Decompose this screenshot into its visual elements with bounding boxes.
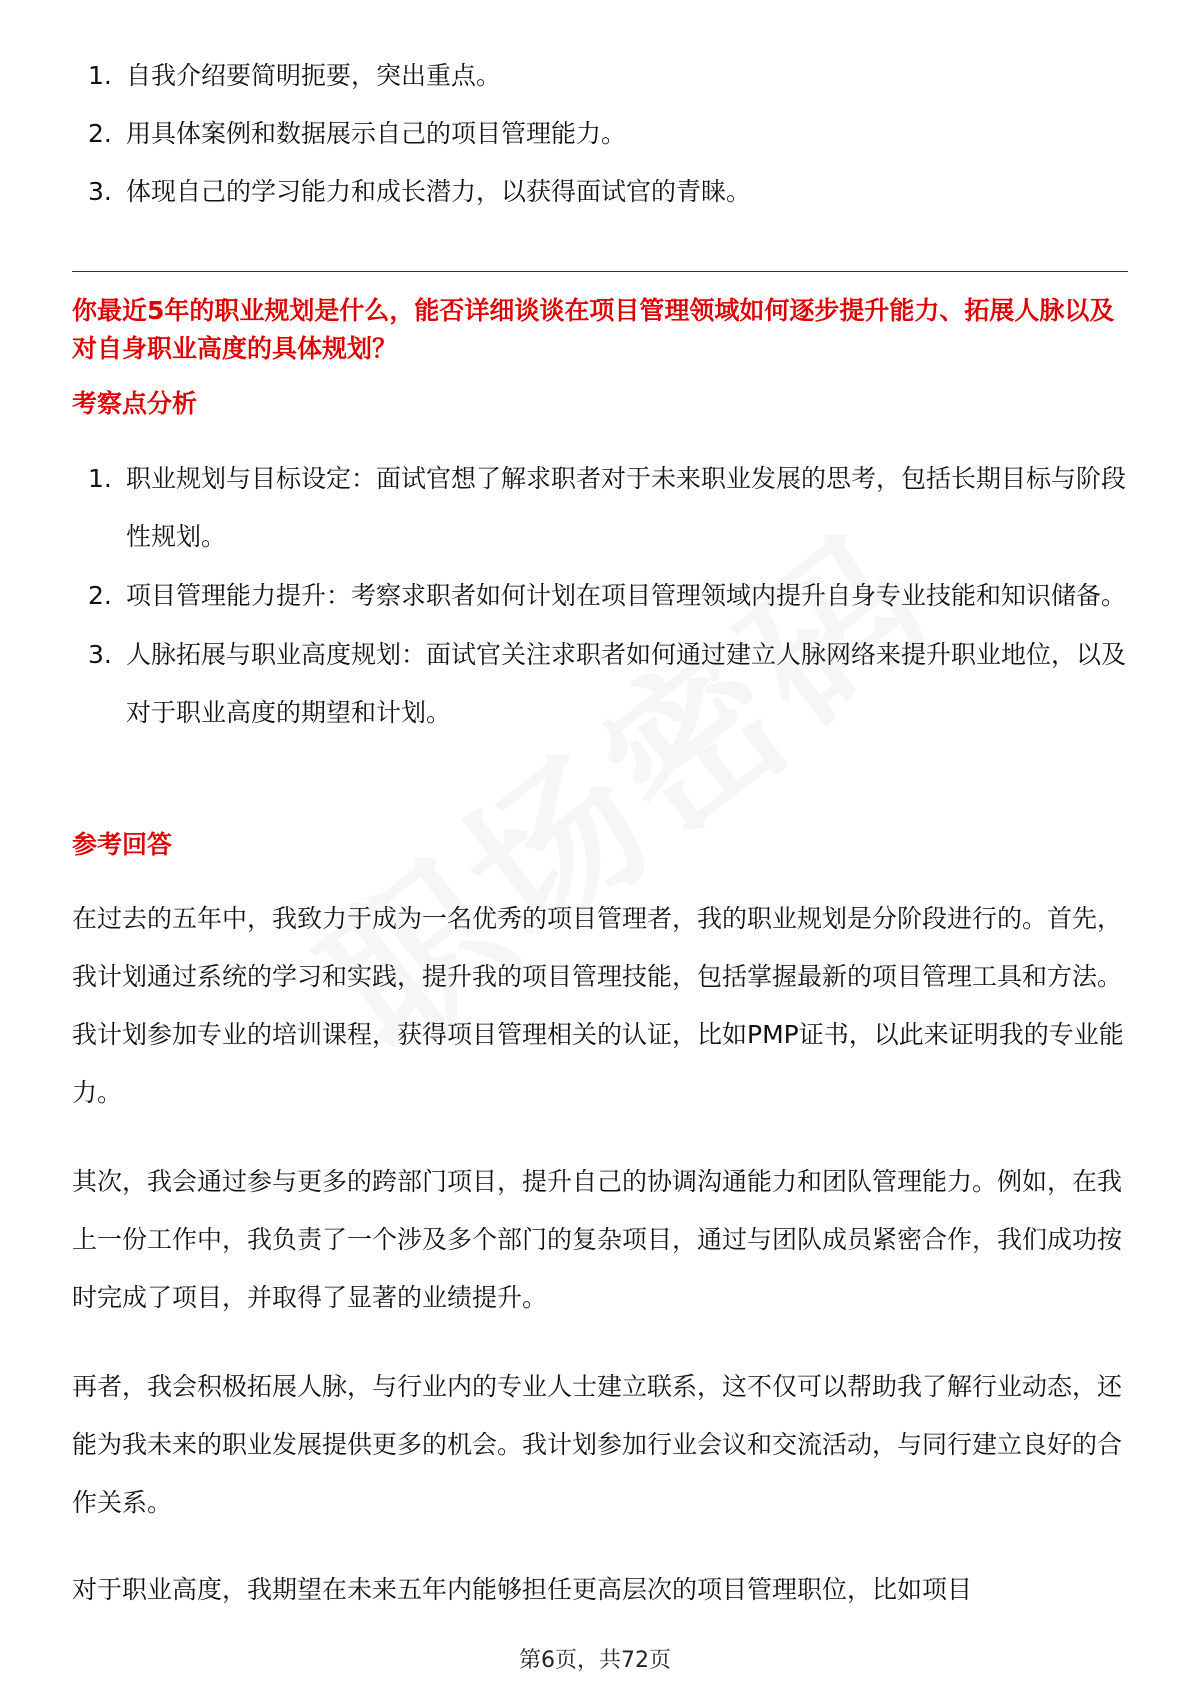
list-item bbox=[72, 626, 1132, 742]
list-item bbox=[72, 163, 1132, 221]
list-text: 人脉拓展与职业高度规划：面试官关注求职者如何通过建立人脉网络来提升职业地位，以及对于职业高度的期望和计划。 bbox=[126, 640, 1127, 727]
answer-paragraph: 对于职业高度，我期望在未来五年内能够担任更高层次的项目管理职位，比如项目 bbox=[72, 1575, 973, 1604]
list-text: 体现自己的学习能力和成长潜力，以获得面试官的青睐。 bbox=[126, 177, 752, 206]
answer-paragraph: 其次，我会通过参与更多的跨部门项目，提升自己的协调沟通能力和团队管理能力。例如，在我上一份工作中，我负责了一个涉及多个部门的复杂项目，通过与团队成员紧密合作，我们成功按时完成了项目，并取得了显著的业绩提升。 bbox=[72, 1167, 1123, 1312]
answer-paragraph: 再者，我会积极拓展人脉，与行业内的专业人士建立联系，这不仅可以帮助我了解行业动态，还能为我未来的职业发展提供更多的机会。我计划参加行业会议和交流活动，与同行建立良好的合作关系。 bbox=[72, 1372, 1123, 1517]
list-item bbox=[72, 47, 1132, 105]
list-number: 1. bbox=[88, 61, 112, 90]
list-number: 3. bbox=[88, 640, 112, 669]
list-text: 项目管理能力提升：考察求职者如何计划在项目管理领域内提升自身专业技能和知识储备。 bbox=[126, 581, 1127, 610]
analysis-list bbox=[72, 450, 1132, 743]
list-text: 用具体案例和数据展示自己的项目管理能力。 bbox=[126, 119, 627, 148]
analysis-heading: 考察点分析 bbox=[72, 389, 198, 418]
list-number: 2. bbox=[88, 581, 112, 610]
interview-question: 你最近5年的职业规划是什么，能否详细谈谈在项目管理领域如何逐步提升能力、拓展人脉以及对自身职业高度的具体规划？ bbox=[72, 296, 1115, 363]
list-number: 2. bbox=[88, 119, 112, 148]
list-number: 1. bbox=[88, 464, 112, 493]
list-number: 3. bbox=[88, 177, 112, 206]
list-item bbox=[72, 105, 1132, 163]
page-number: 第6页，共72页 bbox=[519, 1648, 671, 1673]
answer-paragraph: 在过去的五年中，我致力于成为一名优秀的项目管理者，我的职业规划是分阶段进行的。首先，我计划通过系统的学习和实践，提升我的项目管理技能，包括掌握最新的项目管理工具和方法。我计划参加专业的培训课程，获得项目管理相关的认证，比如PMP证书，以此来证明我的专业能力。 bbox=[72, 904, 1124, 1107]
list-text: 职业规划与目标设定：面试官想了解求职者对于未来职业发展的思考，包括长期目标与阶段性规划。 bbox=[126, 464, 1127, 551]
list-item bbox=[72, 567, 1132, 625]
list-text: 自我介绍要简明扼要，突出重点。 bbox=[126, 61, 502, 90]
section-divider bbox=[72, 271, 1128, 272]
tips-list bbox=[72, 47, 1132, 221]
list-item bbox=[72, 450, 1132, 566]
answer-heading: 参考回答 bbox=[72, 830, 173, 859]
